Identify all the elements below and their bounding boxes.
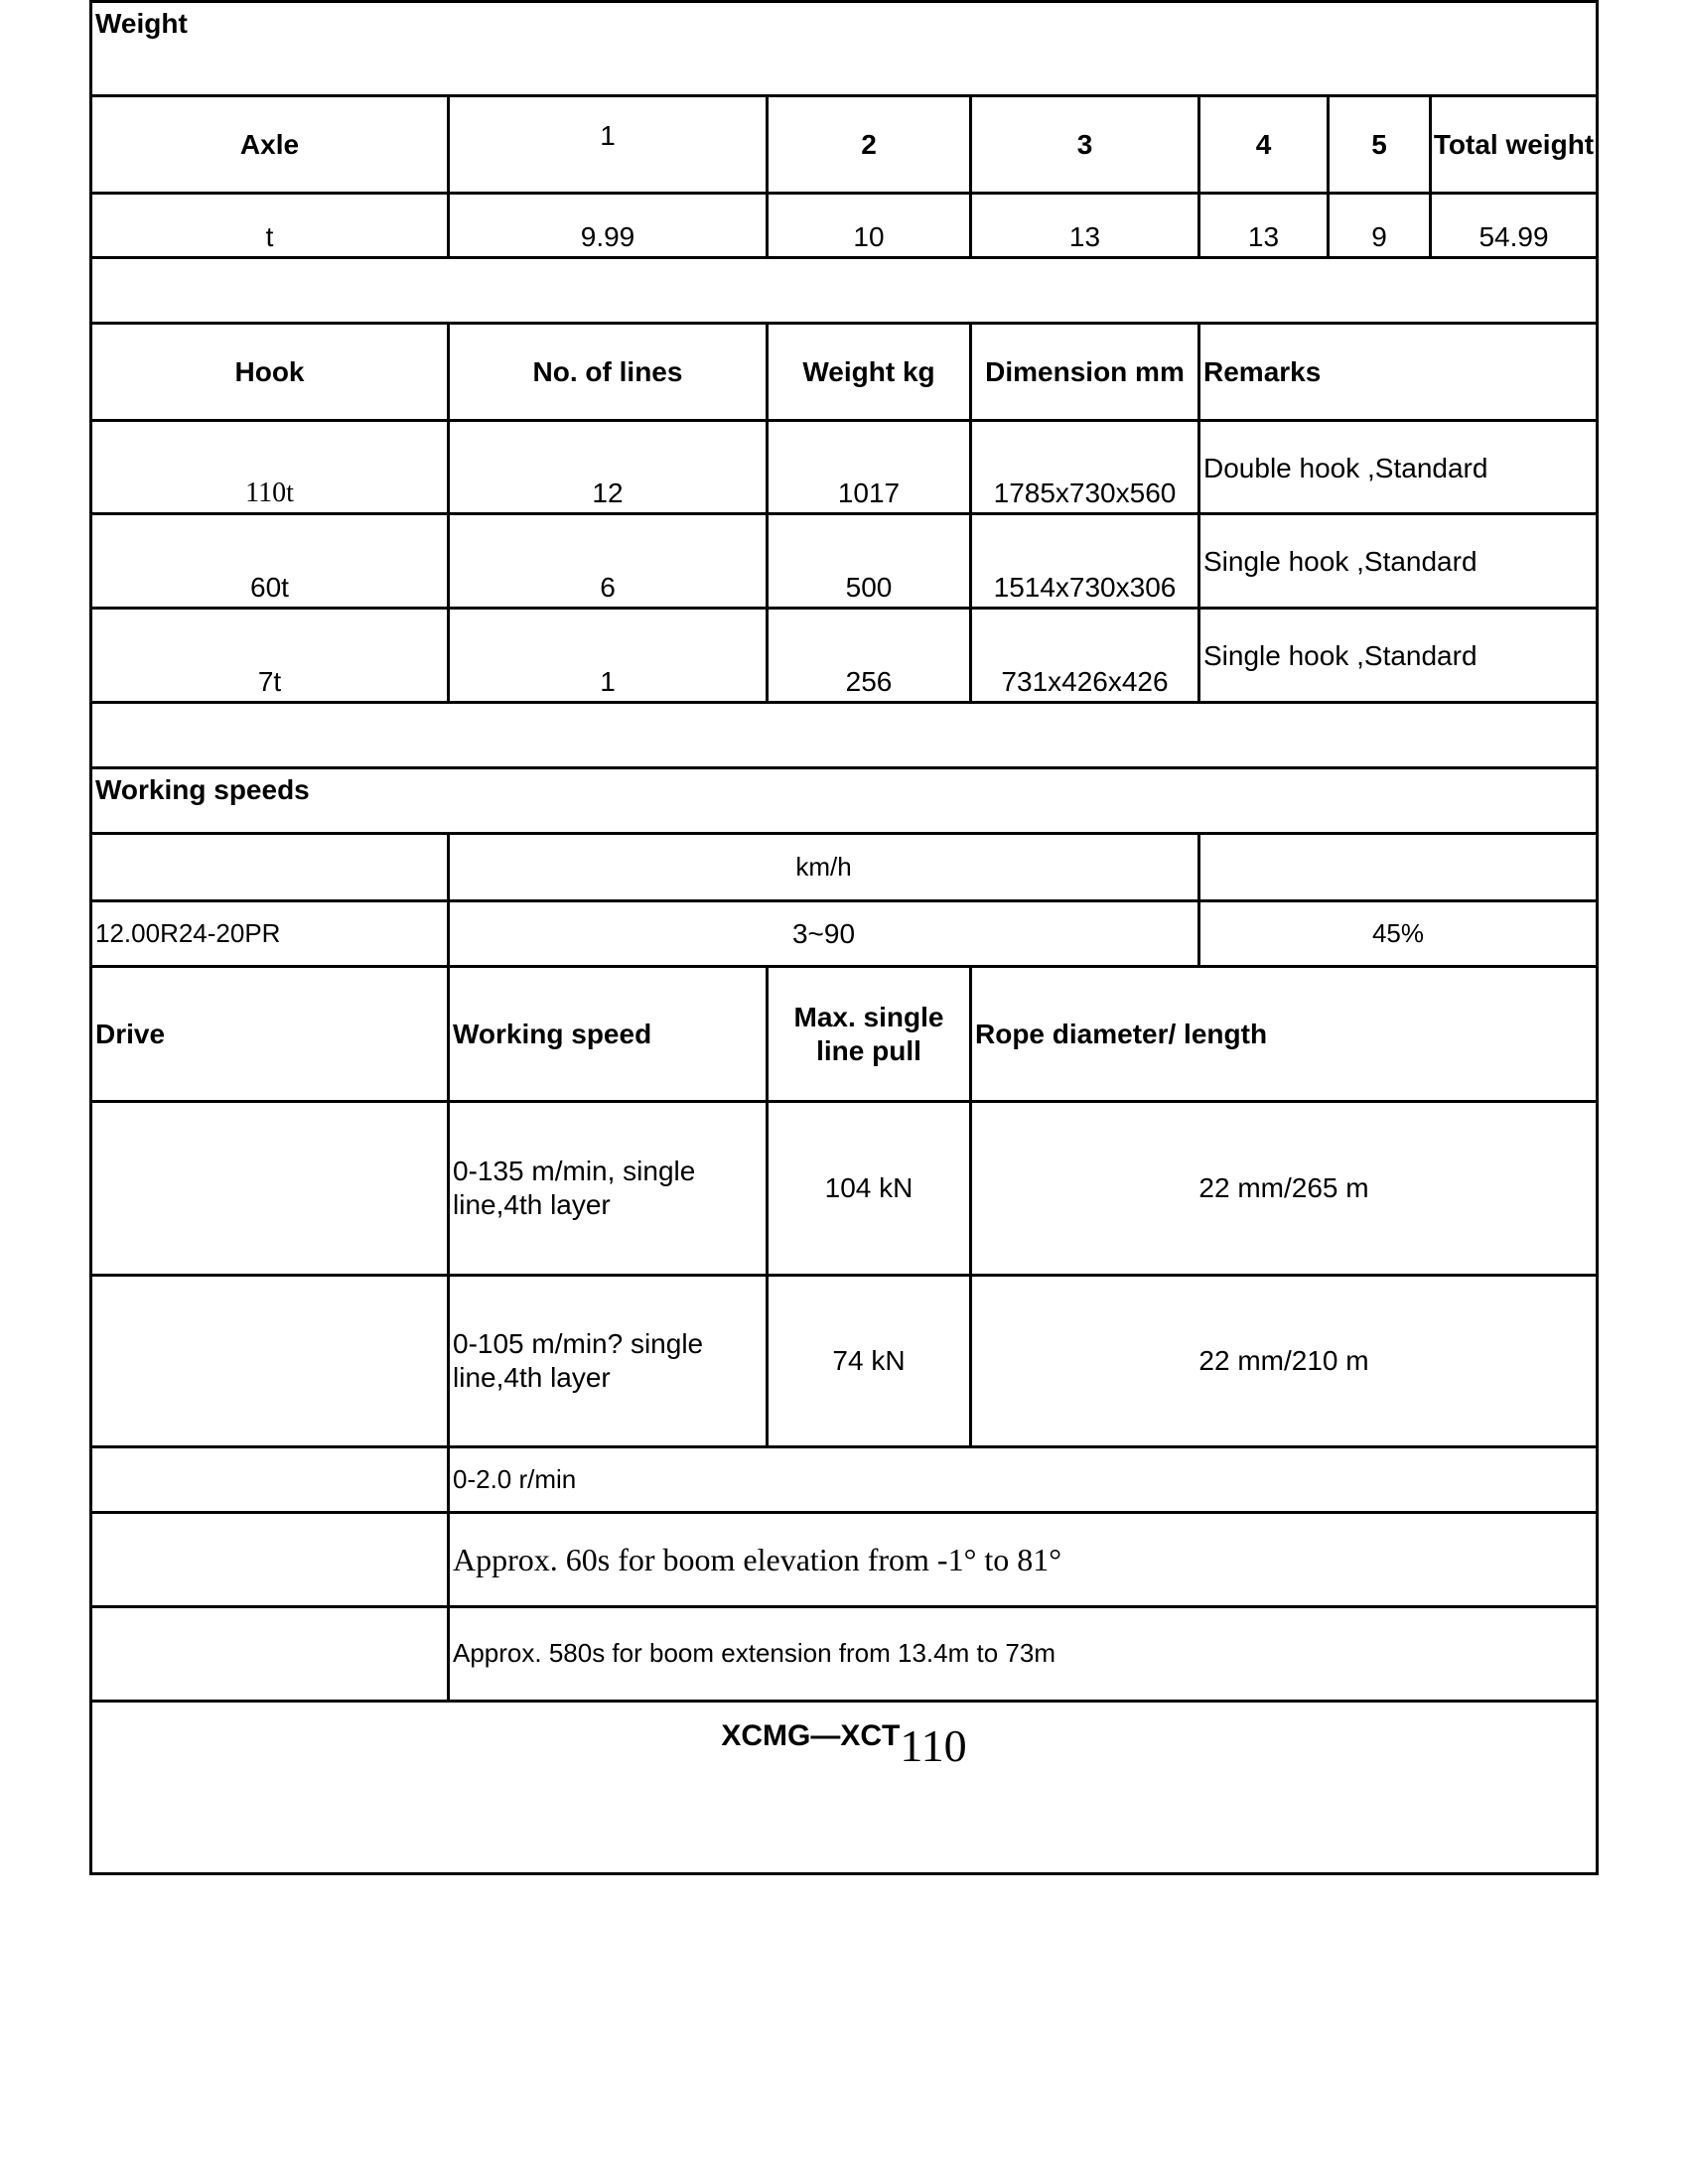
tire-spec: 12.00R24-20PR <box>89 902 450 968</box>
winch-header-row <box>89 968 1599 1103</box>
axle-4-value: 13 <box>1200 195 1330 259</box>
weight-heading: Weight <box>89 0 1599 97</box>
hook-lines: 12 <box>450 422 769 515</box>
gradeability: 45% <box>1200 902 1599 968</box>
hook-dimension: 1514x730x306 <box>972 515 1200 610</box>
spacer-row <box>89 259 1599 325</box>
axle-2-header: 2 <box>769 97 972 195</box>
axle-5-value: 9 <box>1330 195 1432 259</box>
remarks-header: Remarks <box>1200 325 1599 422</box>
winch-drive <box>89 1103 450 1277</box>
hook-dimension: 731x426x426 <box>972 610 1200 704</box>
slewing-speed: 0-2.0 r/min <box>450 1448 1599 1514</box>
model-title <box>89 1703 1599 1875</box>
hook-row <box>89 515 1599 610</box>
hook-lines: 1 <box>450 610 769 704</box>
winch-row <box>89 1103 1599 1277</box>
telescoping-row <box>89 1608 1599 1703</box>
winch-row <box>89 1277 1599 1448</box>
telescoping-time: Approx. 580s for boom extension from 13.4m to 73m <box>450 1608 1599 1703</box>
hook-header: Hook <box>89 325 450 422</box>
hook-capacity: 60t <box>89 515 450 610</box>
hook-remarks: Double hook ,Standard <box>1200 422 1599 515</box>
footer-row <box>89 1703 1599 1875</box>
drive-header: Drive <box>89 968 450 1103</box>
tire-header <box>89 835 450 902</box>
axle-1-header: 1 <box>450 97 769 195</box>
travel-header-row <box>89 835 1599 902</box>
hook-header-row <box>89 325 1599 422</box>
hook-capacity: 110t <box>89 422 450 515</box>
hook-capacity: 7t <box>89 610 450 704</box>
hook-weight: 256 <box>769 610 972 704</box>
empty-cell <box>89 259 1599 325</box>
axle-2-value: 10 <box>769 195 972 259</box>
winch-rope: 22 mm/210 m <box>972 1277 1599 1448</box>
slewing-row <box>89 1448 1599 1514</box>
hook-dimension: 1785x730x560 <box>972 422 1200 515</box>
gradeability-header <box>1200 835 1599 902</box>
empty-cell <box>89 704 1599 769</box>
hook-remarks: Single hook ,Standard <box>1200 515 1599 610</box>
axle-unit: t <box>89 195 450 259</box>
spacer-row <box>89 704 1599 769</box>
total-weight-header: Total weight <box>1432 97 1599 195</box>
hook-lines: 6 <box>450 515 769 610</box>
axle-values-row <box>89 195 1599 259</box>
model-prefix: XCMG—XCT <box>721 1719 901 1752</box>
dimension-header: Dimension mm <box>972 325 1200 422</box>
axle-header-row <box>89 97 1599 195</box>
hook-weight: 500 <box>769 515 972 610</box>
working-speeds-heading: Working speeds <box>89 769 1599 835</box>
line-pull-header: Max. single line pull <box>769 968 972 1103</box>
telescoping-label <box>89 1608 450 1703</box>
travel-values-row <box>89 902 1599 968</box>
total-weight-value: 54.99 <box>1432 195 1599 259</box>
slewing-label <box>89 1448 450 1514</box>
hook-row <box>89 422 1599 515</box>
winch-line-pull: 104 kN <box>769 1103 972 1277</box>
axle-label: Axle <box>89 97 450 195</box>
winch-rope: 22 mm/265 m <box>972 1103 1599 1277</box>
winch-line-pull: 74 kN <box>769 1277 972 1448</box>
axle-4-header: 4 <box>1200 97 1330 195</box>
travel-speed-unit: km/h <box>450 835 1200 902</box>
hook-row <box>89 610 1599 704</box>
axle-3-header: 3 <box>972 97 1200 195</box>
axle-3-value: 13 <box>972 195 1200 259</box>
hook-weight: 1017 <box>769 422 972 515</box>
hook-weight-header: Weight kg <box>769 325 972 422</box>
winch-drive <box>89 1277 450 1448</box>
axle-1-value: 9.99 <box>450 195 769 259</box>
spec-sheet <box>89 0 1599 1875</box>
working-speed-header: Working speed <box>450 968 769 1103</box>
travel-speed: 3~90 <box>450 902 1200 968</box>
lines-header: No. of lines <box>450 325 769 422</box>
hook-remarks: Single hook ,Standard <box>1200 610 1599 704</box>
winch-working-speed: 0-105 m/min? single line,4th layer <box>450 1277 769 1448</box>
speeds-heading-row <box>89 769 1599 835</box>
weight-heading-row <box>89 0 1599 97</box>
axle-5-header: 5 <box>1330 97 1432 195</box>
winch-working-speed: 0-135 m/min, single line,4th layer <box>450 1103 769 1277</box>
model-number: 110 <box>900 1720 967 1771</box>
luffing-row <box>89 1514 1599 1608</box>
luffing-time: Approx. 60s for boom elevation from -1° to 81° <box>450 1514 1599 1608</box>
rope-header: Rope diameter/ length <box>972 968 1599 1103</box>
luffing-label <box>89 1514 450 1608</box>
